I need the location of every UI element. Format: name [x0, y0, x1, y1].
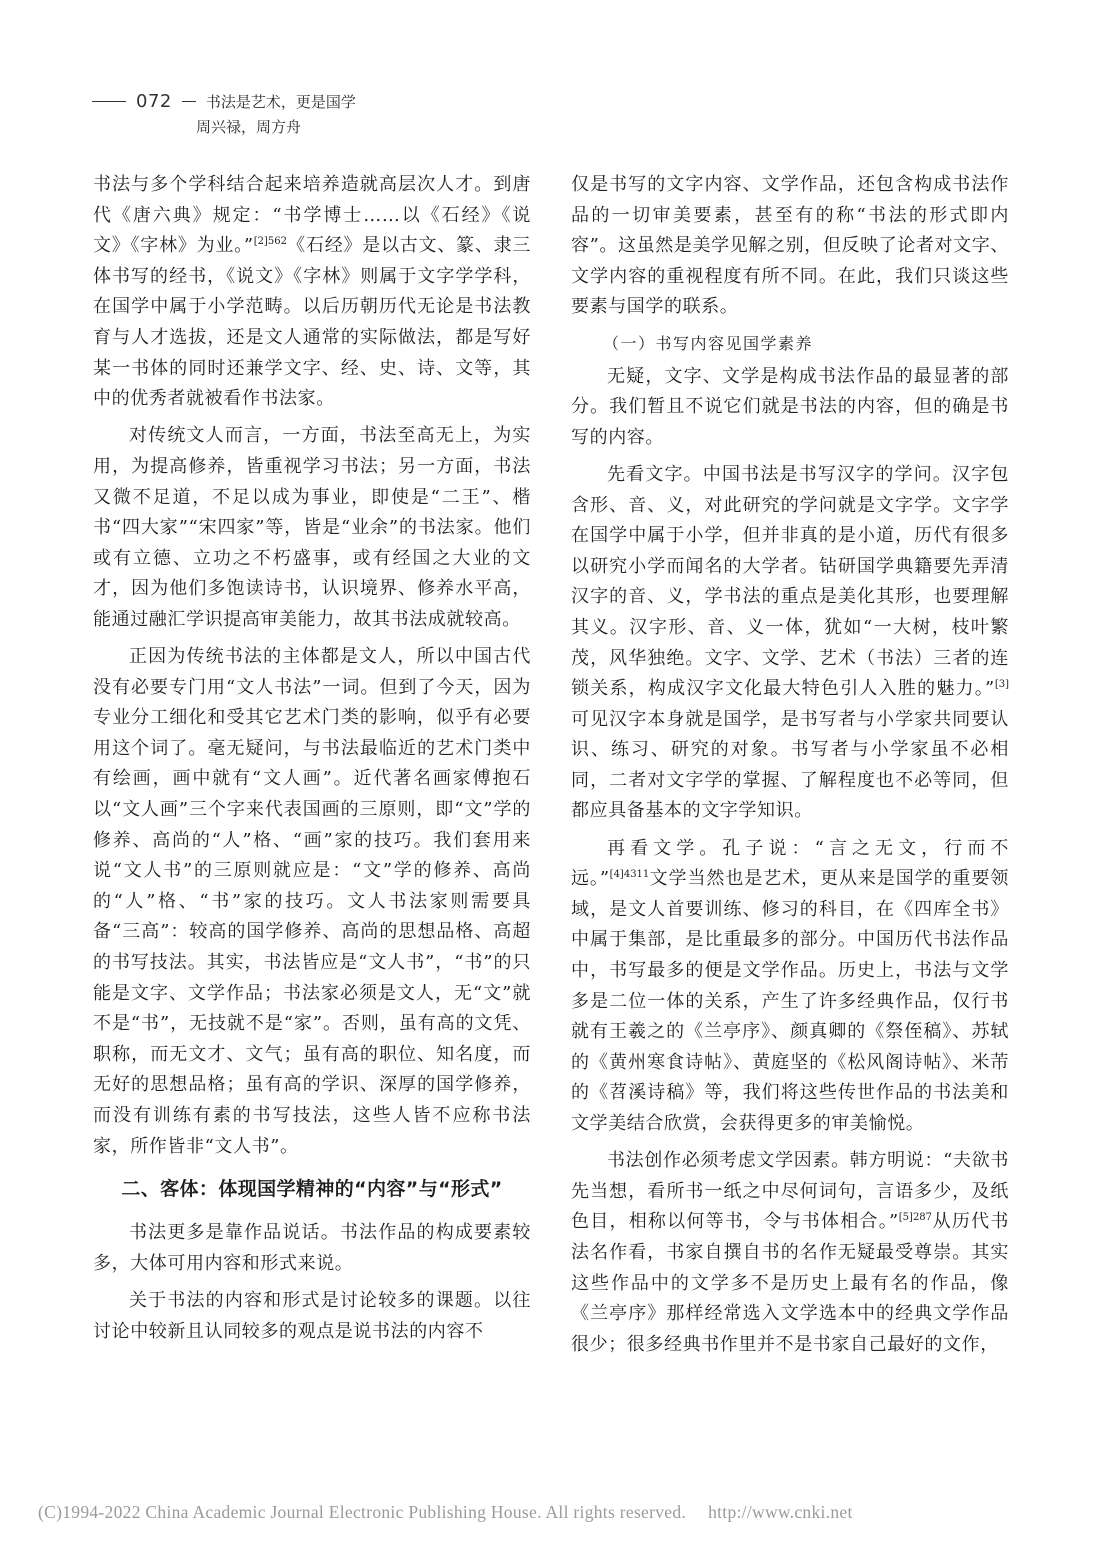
paragraph: 对传统文人而言，一方面，书法至高无上，为实用，为提高修养，皆重视学习书法；另一方面，书法又微不足道，不足以成为事业，即使是“二王”、楷书“四大家”“宋四家”等，皆是“业余”的书法家。他们或有立德、立功之不朽盛事，或有经国之大业的文才，因为他们多饱读诗书，认识境界、修养水平高，能通过融汇学识提高审美能力，故其书法成就较高。: [93, 425, 531, 630]
copyright-text: (C)1994-2022 China Academic Journal Electronic Publishing House. All rights reserved.: [38, 1502, 687, 1522]
citation: [4]4311: [609, 869, 650, 881]
authors: 周兴禄，周方舟: [196, 118, 302, 136]
book-title: 书法是艺术，更是国学: [205, 92, 356, 111]
running-header: [92, 88, 356, 137]
paragraph: 仅是书写的文字内容、文学作品，还包含构成书法作品的一切审美要素，甚至有的称“书法的形式即内容”。这虽然是美学见解之别，但反映了论者对文字、文学内容的重视程度有所不同。在此，我们只谈这些要素与国学的联系。: [571, 174, 1009, 318]
right-column: [571, 170, 1009, 1367]
paragraph: 关于书法的内容和形式是讨论较多的课题。以往讨论中较新且认同较多的观点是说书法的内容不: [93, 1289, 531, 1342]
header-line: [92, 88, 356, 114]
paragraph-text: 可见汉字本身就是国学，是书写者与小学家共同要认识、练习、研究的对象。书写者与小学家虽不必相同，二者对文字学的掌握、了解程度也不必等同，但都应具备基本的文字学知识。: [571, 708, 1009, 822]
citation: [3]: [994, 679, 1009, 691]
paragraph: [571, 1146, 1009, 1360]
paragraph: 书法更多是靠作品说话。书法作品的构成要素较多，大体可用内容和形式来说。: [93, 1222, 531, 1274]
paragraph: [93, 170, 531, 415]
paragraph-text: 书法与多个学科结合起来培养造就高层次人才。到唐代《唐六典》规定：“书学博士……以《石经》《说文》《字林》为业。”: [93, 174, 531, 257]
paragraph-text: 文学当然也是艺术，更从来是国学的重要领域，是文人首要训练、修习的科目，在《四库全书》中属于集部，是比重最多的部分。中国历代书法作品中，书写最多的便是文学作品。历史上，书法与文学多是二位一体的关系，产生了许多经典作品，仅行书就有王羲之的《兰亭序》、颜真卿的《祭侄稿》、苏轼的《黄州寒食诗帖》、黄庭坚的《松风阁诗帖》、米芾的《苕溪诗稿》等，我们将这些传世作品的书法美和文学美结合欣赏，会获得更多的审美愉悦。: [571, 868, 1009, 1134]
paragraph-text: 书法创作必须考虑文学因素。韩方明说：“夫欲书先当想，看所书一纸之中尽何词句，言语多少，及纸色目，相称以何等书，令与书体相合。”: [571, 1150, 1009, 1233]
paragraph: 正因为传统书法的主体都是文人，所以中国古代没有必要专门用“文人书法”一词。但到了今天，因为专业分工细化和受其它艺术门类的影响，似乎有必要用这个词了。毫无疑问，与书法最临近的艺术门类中有绘画，画中就有“文人画”。近代著名画家傅抱石以“文人画”三个字来代表国画的三原则，即“文”学的修养、高尚的“人”格、“画”家的技巧。我们套用来说“文人书”的三原则就应是：“文”学的修养、高尚的“人”格、“书”家的技巧。文人书法家则需要具备“三高”：较高的国学修养、高尚的思想品格、高超的书写技法。其实，书法皆应是“文人书”，“书”的只能是文字、文学作品；书法家必须是文人，无“文”就不是“书”，无技就不是“家”。否则，虽有高的文凭、职称，而无文才、文气；虽有高的职位、知名度，而无好的思想品格；虽有高的学识、深厚的国学修养，而没有训练有素的书写技法，这些人皆不应称书法家，所作皆非“文人书”。: [93, 646, 531, 1157]
header-rule-mid: [182, 101, 196, 102]
paragraph-text: 《石经》是以古文、篆、隶三体书写的经书，《说文》《字林》则属于文字学学科，在国学中属于小学范畴。以后历朝历代无论是书法教育与人才选拔，还是文人通常的实际做法，都是写好某一书体的同时还兼学文字、经、史、诗、文等，其中的优秀者就被看作书法家。: [93, 235, 531, 410]
citation: [5]287: [898, 1212, 933, 1224]
section-heading: 二、客体：体现国学精神的“内容”与“形式”: [121, 1178, 503, 1201]
page-number: 072: [136, 90, 172, 112]
citation: [2]562: [253, 236, 287, 248]
header-rule-left: [92, 101, 126, 102]
footer-url: http://www.cnki.net: [708, 1502, 853, 1522]
paragraph-text: 先看文字。中国书法是书写汉字的学问。汉字包含形、音、义，对此研究的学问就是文字学。文字学在国学中属于小学，但并非真的是小道，历代有很多以研究小学而闻名的大学者。钻研国学典籍要先弄清汉字的音、义，学书法的重点是美化其形，也要理解其义。汉字形、音、义一体，犹如“一大树，枝叶繁茂，风华独绝。文字、文学、艺术（书法）三者的连锁关系，构成汉字文化最大特色引人入胜的魅力。”: [571, 463, 1009, 700]
subsection-heading: （一）书写内容见国学素养: [603, 333, 814, 353]
paragraph: 无疑，文字、文学是构成书法作品的最显著的部分。我们暂且不说它们就是书法的内容，但的确是书写的内容。: [571, 365, 1009, 448]
copyright-footer: [38, 1502, 853, 1523]
paragraph-text: 从历代书法名作看，书家自撰自书的名作无疑最受尊崇。其实这些作品中的文学多不是历史上最有名的作品，像《兰亭序》那样经常选入文学选本中的经典文学作品很少；很多经典书作里并不是书家自己最好的文作，: [571, 1211, 1009, 1355]
paragraph: [571, 834, 1009, 1140]
left-column: [93, 170, 531, 1354]
paragraph-text: 再看文学。孔子说：“言之无文，行而不远。”: [571, 837, 1009, 890]
paragraph: [571, 460, 1009, 827]
